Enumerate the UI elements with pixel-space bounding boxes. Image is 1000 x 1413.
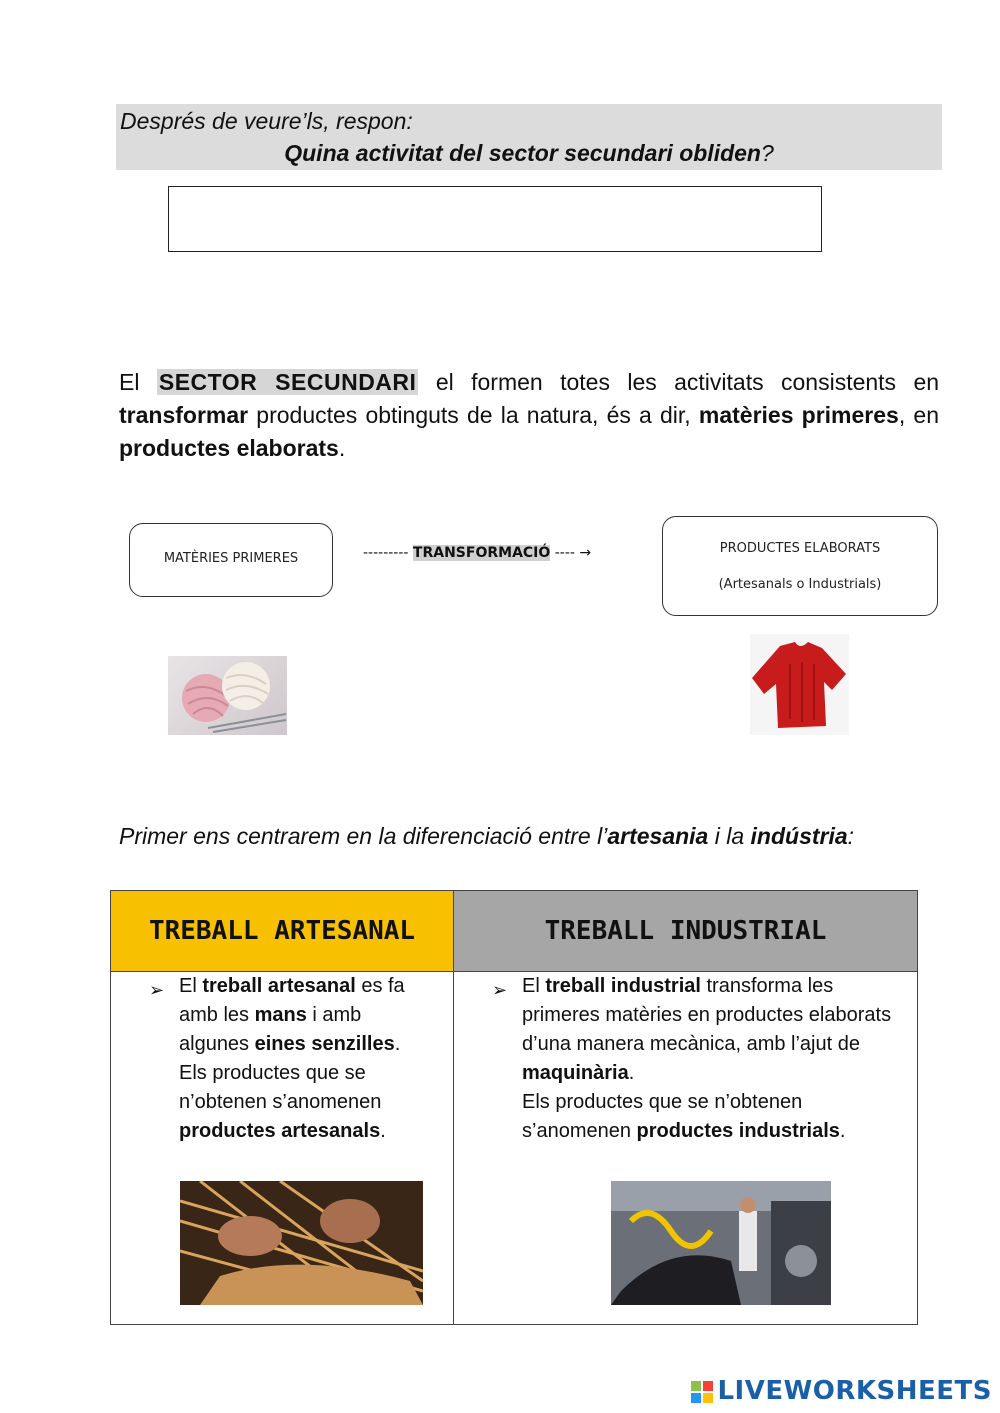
question-box: [116, 104, 942, 170]
productes-elaborats-title: PRODUCTES ELABORATS: [719, 541, 881, 556]
productes-elaborats-box: [662, 516, 938, 616]
liveworksheets-logo: LIVEWORKSHEETS: [691, 1376, 992, 1406]
car-factory-image: [611, 1181, 831, 1305]
red-sweater-image: [750, 634, 849, 735]
question-instruction: Després de veure’ls, respon:: [120, 108, 413, 134]
transformacio-arrow: --------- TRANSFORMACIÓ ---- →: [363, 545, 592, 561]
arrow-bullet-icon: ➢: [149, 980, 165, 1000]
treball-industrial-header: TREBALL INDUSTRIAL: [454, 891, 918, 972]
artesanal-description: El treball artesanal es fa amb les mans i amb algunes eines senzilles. Els productes que se n’obtenen s’anomenen productes artesanals.: [179, 975, 405, 1142]
basket-weaving-image: [180, 1181, 423, 1305]
liveworksheets-icon: [691, 1381, 713, 1403]
arrow-bullet-icon: ➢: [492, 980, 508, 1000]
answer-input[interactable]: [168, 186, 822, 252]
materies-primeres-box: MATÈRIES PRIMERES: [129, 523, 333, 597]
section-subtitle: Primer ens centrarem en la diferenciació entre l’artesania i la indústria:: [119, 823, 855, 849]
sector-secundari-highlight: SECTOR SECUNDARI: [158, 369, 417, 395]
intro-paragraph: El SECTOR SECUNDARI el formen totes les activitats consistents en transformar productes obtinguts de la natura, és a dir, matèries primeres, en productes elaborats.: [119, 369, 940, 461]
treball-artesanal-header: TREBALL ARTESANAL: [111, 891, 454, 972]
productes-elaborats-subtitle: (Artesanals o Industrials): [718, 577, 882, 592]
industrial-description: El treball industrial transforma les primeres matèries en productes elaborats d’una manera mecànica, amb l’ajut de maquinària. Els productes que se n’obtenen s’anomenen productes industrials.: [522, 975, 892, 1142]
question-text: Quina activitat del sector secundari obliden?: [284, 140, 774, 166]
wool-balls-image: [168, 656, 287, 735]
